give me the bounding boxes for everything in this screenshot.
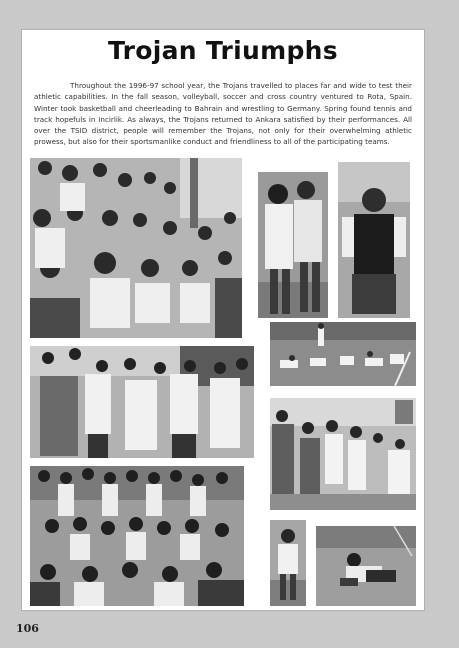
page-title: Trojan Triumphs — [108, 36, 338, 65]
group-portrait-photo — [30, 466, 244, 606]
bleacher-crowd-photo — [30, 158, 242, 338]
gym-cheering-photo — [270, 398, 416, 510]
field-players-photo — [270, 322, 416, 386]
page-number: 106 — [16, 622, 39, 635]
runner-portrait-photo — [270, 520, 306, 606]
grass-wrestling-photo — [316, 526, 416, 606]
intro-paragraph: Throughout the 1996-97 school year, the Trojans travelled to places far and wide to test their athletic capabilities. In the fall season, volleyball, soccer and cross country ventured to Rota, Spain. Winter took basketball and cheerleading to Bahrain and wrestling to Germany. Spring found tennis and track hopefuls in Incirlik. As always, the Trojans returned to Ankara satisfied by their performances. All over the TSID district, people will remember the Trojans, not only for their overwhelming athletic prowess, but also for their sportsmanlike conduct and friendliness to all of the participating teams. — [34, 81, 412, 147]
team-huddle-photo — [30, 346, 254, 458]
two-students-photo — [258, 172, 328, 318]
yearbook-page — [22, 30, 424, 610]
mascot-costume-photo — [338, 162, 410, 318]
